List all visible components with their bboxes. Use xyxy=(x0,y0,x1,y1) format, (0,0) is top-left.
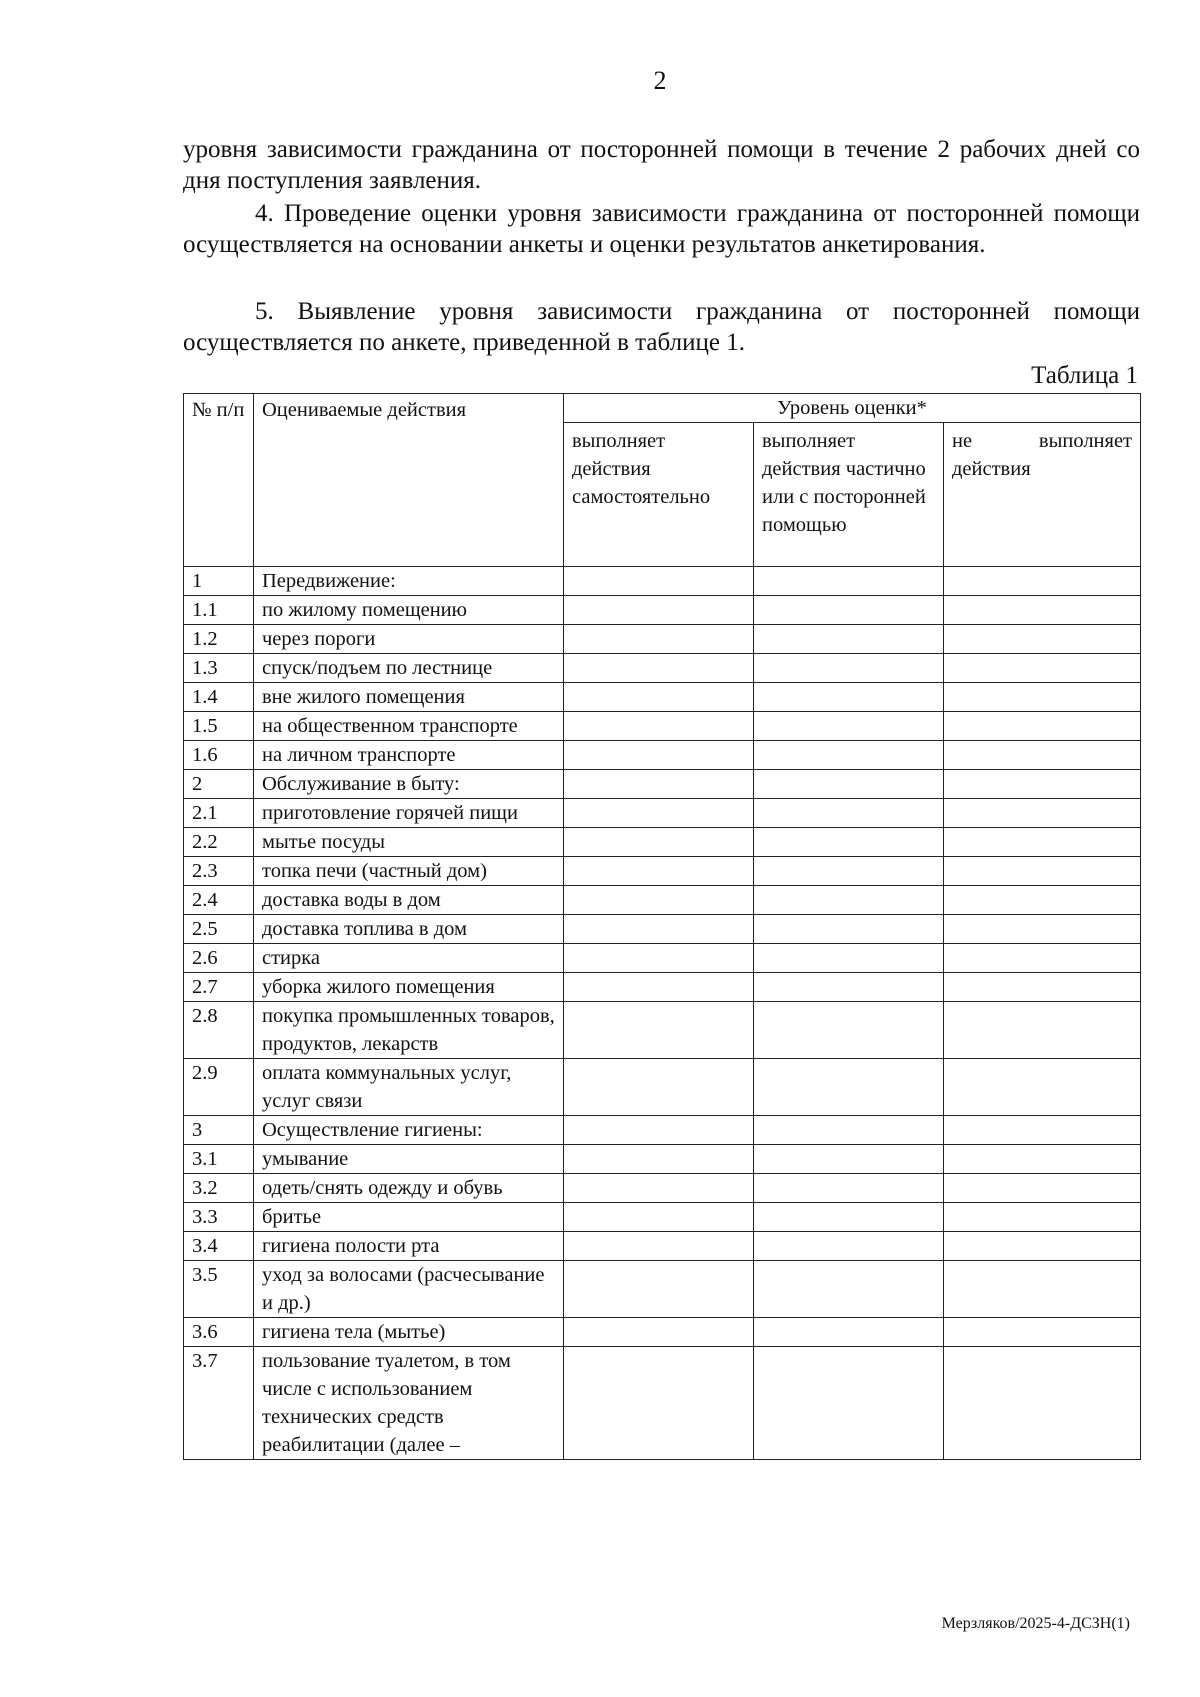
table-row xyxy=(184,770,1141,799)
table-row xyxy=(184,973,1141,1002)
row-action: Осуществление гигиены: xyxy=(254,1116,564,1145)
rating-cell-partial xyxy=(754,654,944,683)
rating-cell-unable xyxy=(944,770,1141,799)
rating-cell-independent xyxy=(564,712,754,741)
table-row xyxy=(184,1059,1141,1116)
row-action: по жилому помещению xyxy=(254,596,564,625)
table-caption: Таблица 1 xyxy=(1031,362,1138,389)
table-row xyxy=(184,596,1141,625)
row-action: Обслуживание в быту: xyxy=(254,770,564,799)
row-number: 3.2 xyxy=(184,1174,254,1203)
row-number: 2.8 xyxy=(184,1002,254,1059)
rating-cell-independent xyxy=(564,828,754,857)
rating-cell-independent xyxy=(564,944,754,973)
row-action: умывание xyxy=(254,1145,564,1174)
table-body xyxy=(184,567,1141,1460)
rating-cell-unable xyxy=(944,1116,1141,1145)
row-number: 3.1 xyxy=(184,1145,254,1174)
row-action: через пороги xyxy=(254,625,564,654)
row-number: 1.1 xyxy=(184,596,254,625)
document-footer: Мерзляков/2025-4-ДСЗН(1) xyxy=(941,1615,1130,1632)
rating-cell-partial xyxy=(754,1002,944,1059)
paragraph-item-5: 5. Выявление уровня зависимости гражданина от посторонней помощи осуществляется по анкете, приведенной в таблице 1. xyxy=(183,298,1140,356)
rating-cell-independent xyxy=(564,567,754,596)
row-number: 2 xyxy=(184,770,254,799)
row-number: 3.7 xyxy=(184,1347,254,1460)
row-action: на общественном транспорте xyxy=(254,712,564,741)
rating-cell-unable xyxy=(944,625,1141,654)
header-number: № п/п xyxy=(184,394,254,567)
header-level-independent: выполняет действия самостоятельно xyxy=(564,423,754,567)
rating-cell-independent xyxy=(564,596,754,625)
rating-cell-unable xyxy=(944,857,1141,886)
rating-cell-independent xyxy=(564,1002,754,1059)
rating-cell-partial xyxy=(754,567,944,596)
table-row xyxy=(184,1002,1141,1059)
rating-cell-independent xyxy=(564,654,754,683)
table-row xyxy=(184,799,1141,828)
rating-cell-unable xyxy=(944,741,1141,770)
rating-cell-independent xyxy=(564,683,754,712)
table-row xyxy=(184,1261,1141,1318)
row-action: одеть/снять одежду и обувь xyxy=(254,1174,564,1203)
rating-cell-independent xyxy=(564,915,754,944)
rating-cell-unable xyxy=(944,1203,1141,1232)
table-row xyxy=(184,857,1141,886)
rating-cell-unable xyxy=(944,1002,1141,1059)
table-row xyxy=(184,741,1141,770)
row-action: доставка топлива в дом xyxy=(254,915,564,944)
rating-cell-independent xyxy=(564,1059,754,1116)
rating-cell-unable xyxy=(944,596,1141,625)
page-number: 2 xyxy=(653,66,667,95)
rating-cell-unable xyxy=(944,1261,1141,1318)
rating-cell-partial xyxy=(754,1261,944,1318)
rating-cell-unable xyxy=(944,1318,1141,1347)
rating-cell-unable xyxy=(944,1145,1141,1174)
rating-cell-unable xyxy=(944,973,1141,1002)
row-action: пользование туалетом, в том числе с использованием технических средств реабилитации (далее – xyxy=(254,1347,564,1460)
row-action: вне жилого помещения xyxy=(254,683,564,712)
rating-cell-independent xyxy=(564,770,754,799)
rating-cell-partial xyxy=(754,915,944,944)
table-row xyxy=(184,828,1141,857)
rating-cell-partial xyxy=(754,973,944,1002)
row-action: гигиена тела (мытье) xyxy=(254,1318,564,1347)
rating-cell-unable xyxy=(944,654,1141,683)
rating-cell-partial xyxy=(754,1174,944,1203)
row-action: мытье посуды xyxy=(254,828,564,857)
table-row xyxy=(184,625,1141,654)
row-number: 2.9 xyxy=(184,1059,254,1116)
rating-cell-independent xyxy=(564,857,754,886)
table-row xyxy=(184,1347,1141,1460)
header-level: Уровень оценки* xyxy=(564,394,1141,423)
row-action: приготовление горячей пищи xyxy=(254,799,564,828)
row-number: 2.7 xyxy=(184,973,254,1002)
rating-cell-independent xyxy=(564,799,754,828)
assessment-table xyxy=(183,393,1141,1460)
row-number: 3.3 xyxy=(184,1203,254,1232)
row-action: на личном транспорте xyxy=(254,741,564,770)
rating-cell-partial xyxy=(754,828,944,857)
row-number: 1.6 xyxy=(184,741,254,770)
rating-cell-unable xyxy=(944,944,1141,973)
rating-cell-independent xyxy=(564,1116,754,1145)
row-number: 2.5 xyxy=(184,915,254,944)
rating-cell-independent xyxy=(564,1232,754,1261)
rating-cell-unable xyxy=(944,1347,1141,1460)
rating-cell-partial xyxy=(754,1059,944,1116)
rating-cell-independent xyxy=(564,1203,754,1232)
rating-cell-independent xyxy=(564,886,754,915)
row-number: 1.2 xyxy=(184,625,254,654)
row-action: гигиена полости рта xyxy=(254,1232,564,1261)
row-number: 2.6 xyxy=(184,944,254,973)
rating-cell-partial xyxy=(754,683,944,712)
rating-cell-partial xyxy=(754,1203,944,1232)
rating-cell-unable xyxy=(944,1059,1141,1116)
row-action: оплата коммунальных услуг, услуг связи xyxy=(254,1059,564,1116)
table-row xyxy=(184,1116,1141,1145)
table-row xyxy=(184,567,1141,596)
row-action: топка печи (частный дом) xyxy=(254,857,564,886)
rating-cell-independent xyxy=(564,973,754,1002)
paragraph-continuation: уровня зависимости гражданина от посторонней помощи в течение 2 рабочих дней со дня поступления заявления. xyxy=(183,136,1140,194)
rating-cell-independent xyxy=(564,1174,754,1203)
rating-cell-independent xyxy=(564,625,754,654)
row-number: 2.4 xyxy=(184,886,254,915)
rating-cell-partial xyxy=(754,1116,944,1145)
rating-cell-unable xyxy=(944,567,1141,596)
rating-cell-partial xyxy=(754,857,944,886)
rating-cell-partial xyxy=(754,625,944,654)
table-row xyxy=(184,1203,1141,1232)
row-number: 1.5 xyxy=(184,712,254,741)
table-row xyxy=(184,1174,1141,1203)
rating-cell-independent xyxy=(564,1318,754,1347)
row-number: 2.3 xyxy=(184,857,254,886)
table-row xyxy=(184,915,1141,944)
row-number: 3.5 xyxy=(184,1261,254,1318)
rating-cell-unable xyxy=(944,1174,1141,1203)
row-number: 1.3 xyxy=(184,654,254,683)
rating-cell-unable xyxy=(944,1232,1141,1261)
rating-cell-unable xyxy=(944,799,1141,828)
row-action: стирка xyxy=(254,944,564,973)
rating-cell-partial xyxy=(754,596,944,625)
rating-cell-independent xyxy=(564,741,754,770)
row-number: 2.1 xyxy=(184,799,254,828)
table-row xyxy=(184,654,1141,683)
row-action: спуск/подъем по лестнице xyxy=(254,654,564,683)
rating-cell-partial xyxy=(754,741,944,770)
rating-cell-independent xyxy=(564,1347,754,1460)
rating-cell-unable xyxy=(944,886,1141,915)
table-row xyxy=(184,944,1141,973)
header-action: Оцениваемые действия xyxy=(254,394,564,567)
paragraph-item-4: 4. Проведение оценки уровня зависимости гражданина от посторонней помощи осуществляется на основании анкеты и оценки результатов анкетирования. xyxy=(183,200,1140,258)
rating-cell-partial xyxy=(754,770,944,799)
rating-cell-partial xyxy=(754,944,944,973)
rating-cell-unable xyxy=(944,683,1141,712)
table-row xyxy=(184,1145,1141,1174)
row-action: Передвижение: xyxy=(254,567,564,596)
row-action: покупка промышленных товаров, продуктов, лекарств xyxy=(254,1002,564,1059)
rating-cell-partial xyxy=(754,1347,944,1460)
table-row xyxy=(184,1318,1141,1347)
row-number: 3.6 xyxy=(184,1318,254,1347)
row-number: 1.4 xyxy=(184,683,254,712)
table-row xyxy=(184,886,1141,915)
row-number: 3.4 xyxy=(184,1232,254,1261)
rating-cell-partial xyxy=(754,1232,944,1261)
row-action: уход за волосами (расчесывание и др.) xyxy=(254,1261,564,1318)
row-number: 2.2 xyxy=(184,828,254,857)
rating-cell-unable xyxy=(944,712,1141,741)
row-action: уборка жилого помещения xyxy=(254,973,564,1002)
table-row xyxy=(184,683,1141,712)
row-action: бритье xyxy=(254,1203,564,1232)
table-row xyxy=(184,712,1141,741)
rating-cell-unable xyxy=(944,828,1141,857)
rating-cell-independent xyxy=(564,1145,754,1174)
rating-cell-partial xyxy=(754,1145,944,1174)
row-number: 3 xyxy=(184,1116,254,1145)
rating-cell-independent xyxy=(564,1261,754,1318)
row-number: 1 xyxy=(184,567,254,596)
rating-cell-unable xyxy=(944,915,1141,944)
header-level-unable: не выполняет действия xyxy=(944,423,1141,567)
rating-cell-partial xyxy=(754,886,944,915)
table-row xyxy=(184,1232,1141,1261)
rating-cell-partial xyxy=(754,1318,944,1347)
row-action: доставка воды в дом xyxy=(254,886,564,915)
rating-cell-partial xyxy=(754,712,944,741)
rating-cell-partial xyxy=(754,799,944,828)
header-level-partial: выполняет действия частично или с посторонней помощью xyxy=(754,423,944,567)
